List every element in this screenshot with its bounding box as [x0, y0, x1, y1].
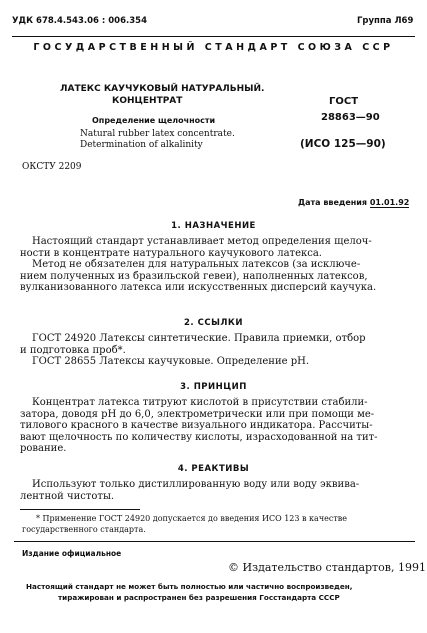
- footer-rule: [14, 541, 415, 542]
- group-code: Группа Л69: [357, 16, 414, 26]
- udk-code: УДК 678.4.543.06 : 006.354: [12, 16, 147, 26]
- section-body: [20, 479, 412, 502]
- text-line: ности в концентрате натурального каучукового латекса.: [20, 247, 322, 259]
- text-line: вулканизованного латекса или искусственных дисперсий каучука.: [20, 282, 377, 294]
- english-title-line1: Natural rubber latex concentrate.: [80, 129, 235, 139]
- copyright-text: Издательство стандартов, 1991: [242, 561, 426, 574]
- text-line: тилового красного в качестве визуального индикатора. Рассчиты-: [20, 420, 373, 432]
- okstu-code: ОКСТУ 2209: [22, 162, 82, 172]
- section-heading: 4. РЕАКТИВЫ: [177, 464, 250, 474]
- text-line: затора, доводя pH до 6,0, электрометрически или при помощи ме-: [20, 408, 375, 420]
- text-line: и подготовка проб*.: [20, 344, 126, 356]
- official-edition: Издание официальное: [22, 549, 122, 558]
- text-line: нием полученных из бразильской гевеи), наполненных латексов,: [20, 270, 368, 282]
- text-line: ГОСТ 24920 Латексы синтетические. Правила приемки, отбор: [32, 333, 366, 344]
- effective-date: [298, 198, 409, 207]
- text-line: вают щелочность по количеству кислоты, израсходованной на тит-: [20, 431, 378, 443]
- effective-date-label: Дата введения: [298, 198, 368, 207]
- text-line: ГОСТ 28655 Латексы каучуковые. Определение pH.: [32, 356, 310, 368]
- notice-line1: Настоящий стандарт не может быть полностью или частично воспроизведен,: [26, 582, 353, 591]
- standard-title: ГОСУДАРСТВЕННЫЙ СТАНДАРТ СОЮЗА ССР: [33, 42, 394, 53]
- section-heading: 3. ПРИНЦИП: [180, 382, 247, 392]
- section-heading: 1. НАЗНАЧЕНИЕ: [171, 221, 256, 231]
- section-body: [20, 333, 412, 368]
- text-line: Используют только дистиллированную воду или воду эквива-: [32, 479, 360, 490]
- section-body: [20, 397, 412, 455]
- footnote-rule: [20, 509, 140, 510]
- text-line: рование.: [20, 443, 67, 455]
- english-title-line2: Determination of alkalinity: [80, 140, 203, 150]
- text-line: Метод не обязателен для натуральных латексов (за исключе-: [32, 259, 361, 271]
- section-heading: 2. ССЫЛКИ: [183, 318, 243, 328]
- text-line: Настоящий стандарт устанавливает метод определения щелоч-: [32, 236, 372, 247]
- effective-date-value: 01.01.92: [369, 198, 410, 207]
- section-body: [20, 236, 412, 294]
- gost-label: ГОСТ: [329, 96, 359, 107]
- header-rule: [12, 36, 415, 37]
- text-line: Концентрат латекса титруют кислотой в присутствии стабили-: [32, 397, 368, 408]
- footnote-line2: государственного стандарта.: [22, 525, 146, 534]
- doc-title-line1: ЛАТЕКС КАУЧУКОВЫЙ НАТУРАЛЬНЫЙ.: [60, 84, 265, 94]
- copyright: [228, 561, 426, 574]
- doc-subtitle: Определение щелочности: [92, 116, 216, 125]
- copyright-icon: ©: [228, 561, 239, 574]
- iso-number: (ИСО 125—90): [300, 138, 386, 150]
- gost-number: 28863—90: [321, 112, 380, 123]
- notice-line2: тиражирован и распространен без разрешения Госстандарта СССР: [58, 593, 340, 602]
- doc-title-line2: КОНЦЕНТРАТ: [112, 96, 183, 106]
- text-line: лентной чистоты.: [20, 490, 115, 502]
- footnote-line1: * Применение ГОСТ 24920 допускается до введения ИСО 123 в качестве: [36, 514, 347, 523]
